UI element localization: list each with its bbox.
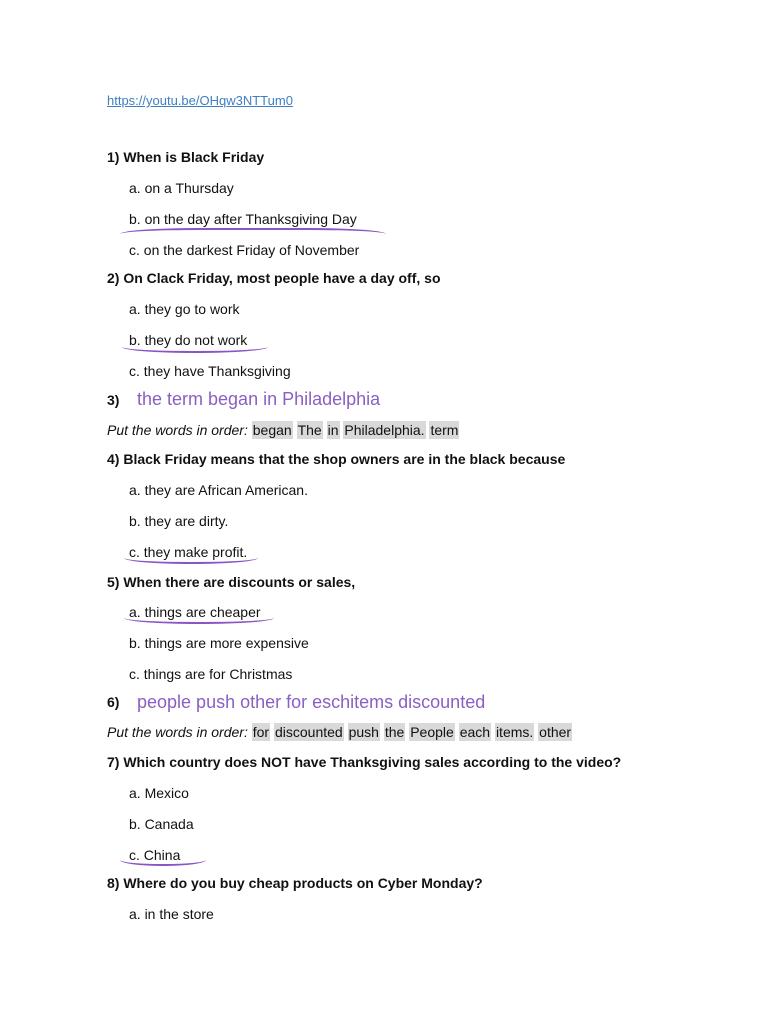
q6-word: push (348, 724, 379, 740)
question-2: 2) On Clack Friday, most people have a day off, so (107, 270, 441, 286)
q2-option-b: b. they do not work (129, 332, 248, 348)
q5-answer-mark (124, 618, 274, 624)
q6-word: People (410, 724, 454, 740)
q6-word: each (459, 724, 491, 740)
q4-answer-mark (124, 558, 258, 564)
q7-option-b: b. Canada (129, 816, 194, 832)
q1-option-c: c. on the darkest Friday of November (129, 242, 360, 258)
q4-option-c: c. they make profit. (129, 544, 248, 560)
q6-instruction: Put the words in order: (107, 724, 248, 740)
q6-number: 6) (107, 694, 120, 710)
q4-option-a: a. they are African American. (129, 482, 308, 498)
q7-answer-mark (120, 860, 206, 866)
q5-option-c: c. things are for Christmas (129, 666, 293, 682)
q3-word: Philadelphia. (344, 422, 425, 438)
q1-answer-mark (120, 228, 386, 234)
q6-word: items. (495, 724, 534, 740)
q5-option-a: a. things are cheaper (129, 604, 261, 620)
q3-number: 3) (107, 392, 120, 408)
question-8: 8) Where do you buy cheap products on Cyber Monday? (107, 875, 483, 891)
question-1: 1) When is Black Friday (107, 149, 265, 165)
q2-option-c: c. they have Thanksgiving (129, 363, 291, 379)
q6-word: other (539, 724, 572, 740)
question-7: 7) Which country does NOT have Thanksgiving sales according to the video? (107, 754, 622, 770)
q5-option-b: b. things are more expensive (129, 635, 309, 651)
q3-word: began (252, 422, 292, 438)
q7-option-c: c. China (129, 847, 181, 863)
video-link[interactable]: https://youtu.be/OHqw3NTTum0 (107, 93, 293, 108)
q8-option-a: a. in the store (129, 906, 214, 922)
q3-handwritten-answer: the term began in Philadelphia (137, 389, 381, 409)
q3-instruction: Put the words in order: (107, 422, 248, 438)
q3-word-order (107, 420, 459, 440)
q1-option-b: b. on the day after Thanksgiving Day (129, 211, 357, 227)
q2-option-a: a. they go to work (129, 301, 240, 317)
q3-word: The (297, 422, 322, 438)
q6-handwritten-answer: people push other for eschitems discounted (137, 692, 486, 712)
q3-word: term (430, 422, 459, 438)
q3-word: in (327, 422, 339, 438)
q6-word: discounted (274, 724, 343, 740)
q6-word-order (107, 722, 572, 742)
q6-word: the (384, 724, 405, 740)
q1-option-a: a. on a Thursday (129, 180, 234, 196)
question-5: 5) When there are discounts or sales, (107, 574, 356, 590)
question-4: 4) Black Friday means that the shop owners are in the black because (107, 451, 566, 467)
q2-answer-mark (122, 347, 268, 353)
q7-option-a: a. Mexico (129, 785, 189, 801)
q4-option-b: b. they are dirty. (129, 513, 229, 529)
q6-word: for (252, 724, 270, 740)
